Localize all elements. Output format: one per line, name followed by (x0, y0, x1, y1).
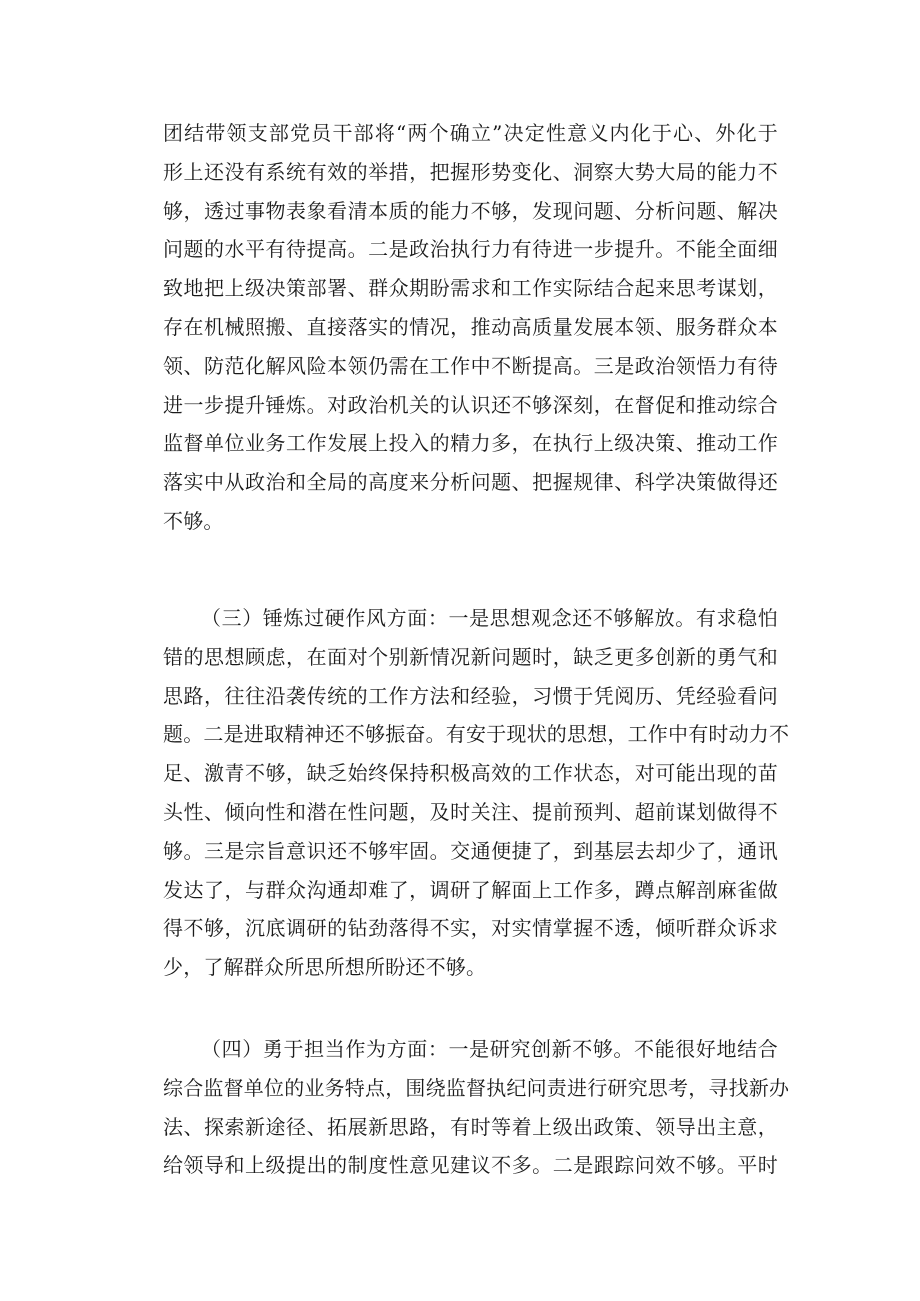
text-line: 错的思想顾虑，在面对个别新情况新问题时，缺乏更多创新的勇气和 (163, 644, 778, 669)
text-line: 思路，往往沿袭传统的工作方法和经验，习惯于凭阅历、凭经验看问 (163, 683, 778, 708)
text-line: 形上还没有系统有效的举措，把握形势变化、洞察大势大局的能力不 (163, 159, 778, 184)
text-line: 进一步提升锤炼。对政治机关的认识还不够深刻，在督促和推动综合 (163, 392, 778, 417)
text-line: 得不够，沉底调研的钻劲落得不实，对实情掌握不透，倾听群众诉求 (163, 916, 778, 941)
text-line: 法、探索新途径、拓展新思路，有时等着上级出政策、领导出主意， (163, 1114, 778, 1139)
text-line: 存在机械照搬、直接落实的情况，推动高质量发展本领、服务群众本 (163, 314, 778, 339)
section-heading-line: （四）勇于担当作为方面：一是研究创新不够。不能很好地结合 (201, 1037, 778, 1061)
text-line: 少，了解群众所思所想所盼还不够。 (163, 955, 487, 980)
paragraph-political-capacity (163, 114, 778, 541)
text-line: 致地把上级决策部署、群众期盼需求和工作实际结合起来思考谋划， (163, 276, 778, 301)
text-line: 给领导和上级提出的制度性意见建议不多。二是跟踪问效不够。平时 (163, 1153, 778, 1178)
text-line: 团结带领支部党员干部将“两个确立”决定性意义内化于心、外化于 (163, 121, 778, 145)
text-line: 领、防范化解风险本领仍需在工作中不断提高。三是政治领悟力有待 (163, 353, 778, 378)
text-line: 够。三是宗旨意识还不够牢固。交通便捷了，到基层去却少了，通讯 (163, 838, 778, 863)
section-heading-line: （三）锤炼过硬作风方面：一是思想观念还不够解放。有求稳怕 (201, 606, 778, 630)
text-line: 落实中从政治和全局的高度来分析问题、把握规律、科学决策做得还 (163, 470, 778, 495)
text-line: 监督单位业务工作发展上投入的精力多，在执行上级决策、推动工作 (163, 431, 778, 456)
text-line: 不够。 (163, 508, 224, 533)
text-line: 够，透过事物表象看清本质的能力不够，发现问题、分析问题、解决 (163, 198, 778, 223)
paragraph-work-style (163, 599, 790, 987)
paragraph-responsibility (163, 1030, 790, 1185)
text-line: 题。二是进取精神还不够振奋。有安于现状的思想，工作中有时动力不 (163, 722, 790, 747)
text-line: 问题的水平有待提高。二是政治执行力有待进一步提升。不能全面细 (163, 237, 778, 262)
text-line: 头性、倾向性和潜在性问题，及时关注、提前预判、超前谋划做得不 (163, 799, 778, 824)
text-line: 足、激青不够，缺乏始终保持积极高效的工作状态，对可能出现的苗 (163, 761, 778, 786)
text-line: 综合监督单位的业务特点，围绕监督执纪问责进行研究思考，寻找新办 (163, 1075, 790, 1100)
text-line: 发达了，与群众沟通却难了，调研了解面上工作多，蹲点解剖麻雀做 (163, 877, 778, 902)
